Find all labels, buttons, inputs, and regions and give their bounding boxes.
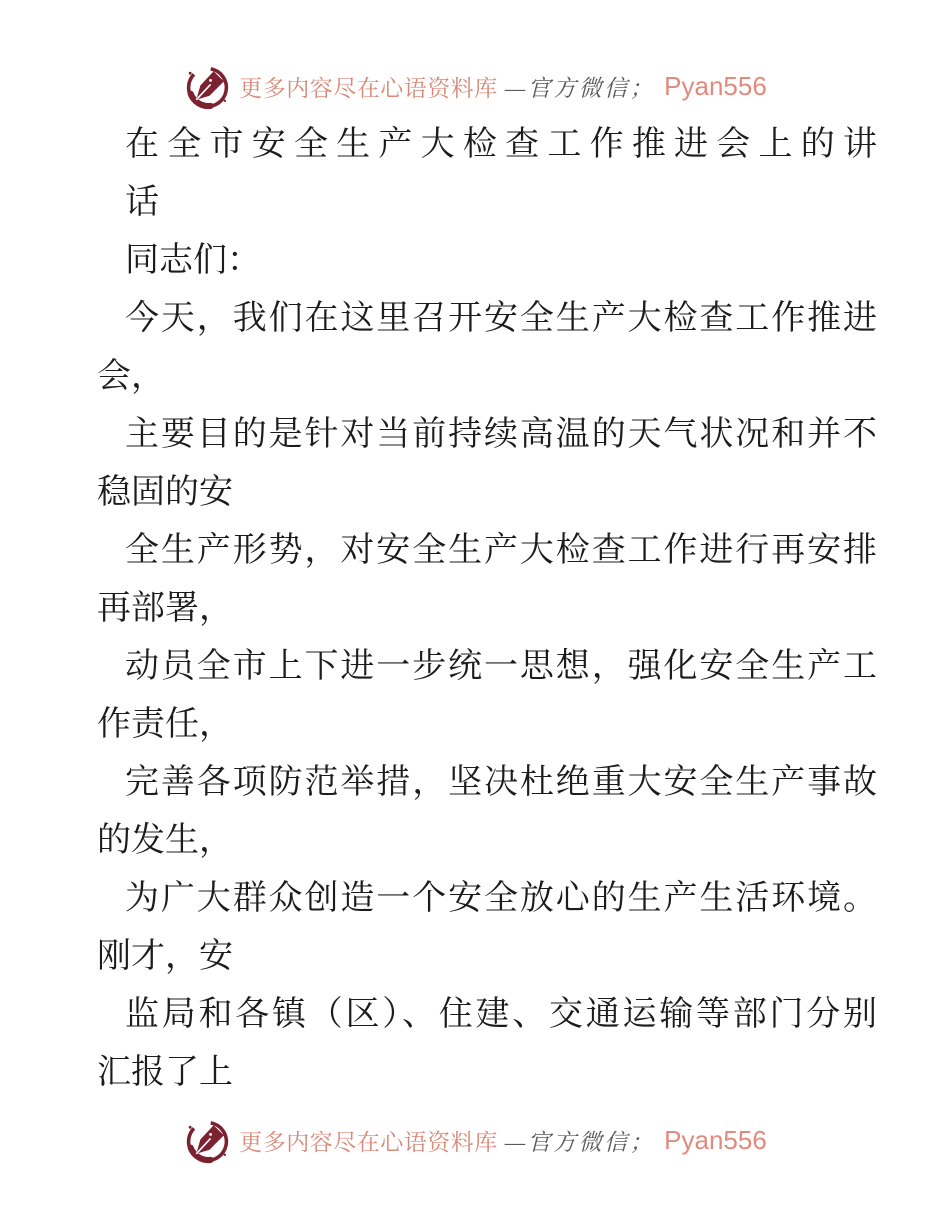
text-line: 动员全市上下进一步统一思想，强化安全生产工 (125, 648, 877, 685)
salutation-line: 同志们： (125, 242, 261, 279)
official-wechat-label: —官方微信； (504, 75, 656, 101)
text-line: 稳固的安 (97, 474, 233, 511)
title-line-2: 话 (125, 184, 159, 221)
brand-text: 更多内容尽在心语资料库 (239, 75, 498, 101)
official-wechat-label: —官方微信； (504, 1129, 656, 1155)
text-line: 完善各项防范举措，坚决杜绝重大安全生产事故 (125, 764, 877, 801)
watermark-header (0, 58, 950, 114)
pen-nib-logo-icon (183, 1116, 232, 1165)
wechat-id: Pyan556 (664, 70, 767, 101)
brand-text: 更多内容尽在心语资料库 (239, 1129, 498, 1155)
text-line: 主要目的是针对当前持续高温的天气状况和并不 (125, 416, 877, 453)
text-line: 汇报了上 (97, 1054, 233, 1091)
text-line: 刚才，安 (97, 938, 233, 975)
text-line: 监局和各镇（区）、住建、交通运输等部门分别 (125, 996, 877, 1033)
wechat-id: Pyan556 (664, 1124, 767, 1155)
text-line: 全生产形势，对安全生产大检查工作进行再安排 (125, 532, 877, 569)
watermark-footer (0, 1112, 950, 1168)
text-line: 的发生， (97, 822, 233, 859)
title-line-1: 在全市安全生产大检查工作推进会上的讲 (125, 126, 877, 163)
pen-nib-logo-icon (183, 62, 232, 111)
text-line: 今天，我们在这里召开安全生产大检查工作推进 (125, 300, 877, 337)
text-line: 再部署， (97, 590, 233, 627)
document-body (97, 116, 877, 1102)
text-line: 为广大群众创造一个安全放心的生产生活环境。 (125, 880, 877, 917)
text-line: 会， (97, 358, 165, 395)
text-line: 作责任， (97, 706, 233, 743)
